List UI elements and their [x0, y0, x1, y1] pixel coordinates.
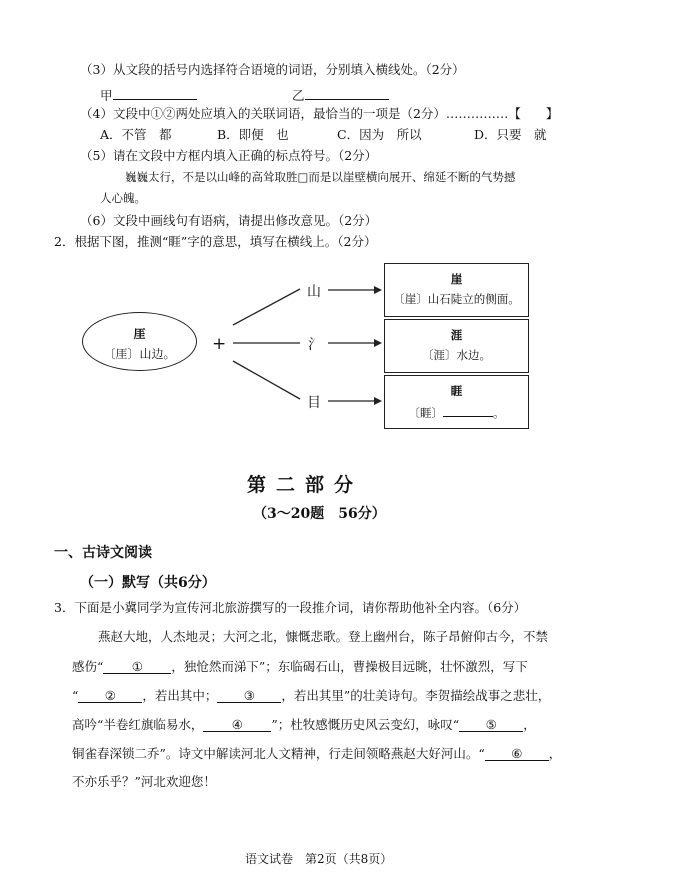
question-3-text: （3）从文段的括号内选择符合语境的词语，分别填入横线处。（2分） [80, 62, 465, 77]
box-ya-eye [384, 375, 529, 429]
passage-text: “ [72, 688, 79, 703]
jia-label: 甲 [100, 88, 113, 103]
box-ya-cliff [384, 263, 529, 317]
passage-text: ”；杜牧感慨历史风云变幻，咏叹“ [271, 717, 460, 732]
passage-line-5 [72, 747, 561, 761]
box-ya-eye-def-suffix: 。 [493, 406, 505, 420]
passage-text: 高吟“半卷红旗临易水， [72, 717, 204, 732]
option-c: C．因为 所以 [337, 127, 422, 142]
box-ya-shore [384, 319, 529, 373]
arrow-head-middle [374, 339, 382, 347]
passage-line-2 [72, 660, 528, 674]
question-4-text: （4）文段中①②两处应填入的关联词语，最恰当的一项是（2分）……………【 】 [80, 106, 559, 121]
part-two-title: 第二部分 [247, 474, 364, 496]
box-ya-cliff-def: 〔崖〕山石陡立的侧面。 [393, 292, 520, 306]
passage-text: ，若出其里”的壮美诗句。李贺描绘战事之悲壮， [281, 688, 551, 703]
passage-text: 感伤“ [72, 659, 104, 674]
option-a: A．不管 都 [100, 127, 172, 142]
ya-meaning-blank[interactable] [443, 403, 493, 417]
question-2-text: 2．根据下图，推测“睚”字的意思，填写在横线上。（2分） [54, 234, 377, 249]
option-d: D．只要 就 [474, 127, 547, 142]
arrow-head-top [374, 286, 382, 294]
box-ya-eye-def-row [385, 403, 528, 421]
page-footer: 语文试卷 第2页（共8页） [245, 852, 393, 866]
plus-sign: + [212, 334, 227, 354]
question-3b-intro: 3．下面是小冀同学为宣传河北旅游撰写的一段推介词，请你帮助他补全内容。（6分） [54, 600, 527, 615]
passage-line-3 [72, 689, 550, 703]
quote-line-2: 人心魄。 [100, 191, 146, 205]
arrow-head-bottom [374, 397, 382, 405]
passage-text: ， [523, 717, 536, 732]
passage-line-6: 不亦乐乎？”河北欢迎您！ [72, 774, 216, 789]
box-ya-eye-def-prefix: 〔睚〕 [408, 406, 443, 420]
option-b: B．即便 也 [217, 127, 289, 142]
blank-1[interactable]: ① [103, 660, 171, 674]
radical-shan: 山 [307, 284, 321, 300]
blank-4[interactable]: ④ [203, 718, 271, 732]
box-ya-shore-def: 〔涯〕水边。 [422, 348, 491, 362]
branch-line-top [233, 289, 300, 325]
center-def: 〔厓〕山边。 [103, 347, 176, 361]
part-two-subtitle: （3～20题 56分） [253, 506, 386, 522]
center-char: 厓 [133, 327, 146, 341]
passage-text: 铜雀春深锁二乔”。诗文中解读河北人文精神，行走间领略燕赵大好河山。“ [72, 746, 485, 761]
blank-6[interactable]: ⑥ [485, 747, 549, 761]
passage-text: ， [548, 746, 562, 761]
box-ya-shore-char: 涯 [450, 328, 463, 342]
blank-2[interactable]: ② [78, 689, 142, 703]
passage-text: ，若出其中； [142, 688, 218, 703]
yi-label: 乙 [292, 88, 305, 103]
center-ellipse [82, 312, 197, 371]
question-5-text: （5）请在文段中方框内填入正确的标点符号。（2分） [80, 148, 378, 163]
box-ya-cliff-char: 崖 [450, 272, 463, 286]
branch-line-bottom [233, 361, 300, 399]
box-ya-eye-char: 睚 [450, 384, 463, 398]
section-heading: 一、古诗文阅读 [54, 545, 152, 561]
blank-3[interactable]: ③ [217, 689, 281, 703]
question-6-text: （6）文段中画线句有语病，请提出修改意见。（2分） [80, 213, 378, 228]
passage-line-4 [72, 718, 536, 732]
passage-line-1: 燕赵大地，人杰地灵；大河之北，慷慨悲歌。登上幽州台，陈子昂俯仰古今，不禁 [98, 629, 549, 644]
quote-line-1: 巍巍太行，不是以山峰的高耸取胜□而是以崖壁横向展开、绵延不断的气势撼 [125, 170, 516, 184]
blank-5[interactable]: ⑤ [459, 718, 523, 732]
radical-shui: 氵 [308, 337, 322, 353]
radical-mu: 目 [307, 395, 321, 411]
passage-text: ，独怆然而涕下”；东临碣石山，曹操极目远眺，壮怀激烈，写下 [171, 659, 528, 674]
subsection-heading: （一）默写（共6分） [80, 575, 216, 591]
